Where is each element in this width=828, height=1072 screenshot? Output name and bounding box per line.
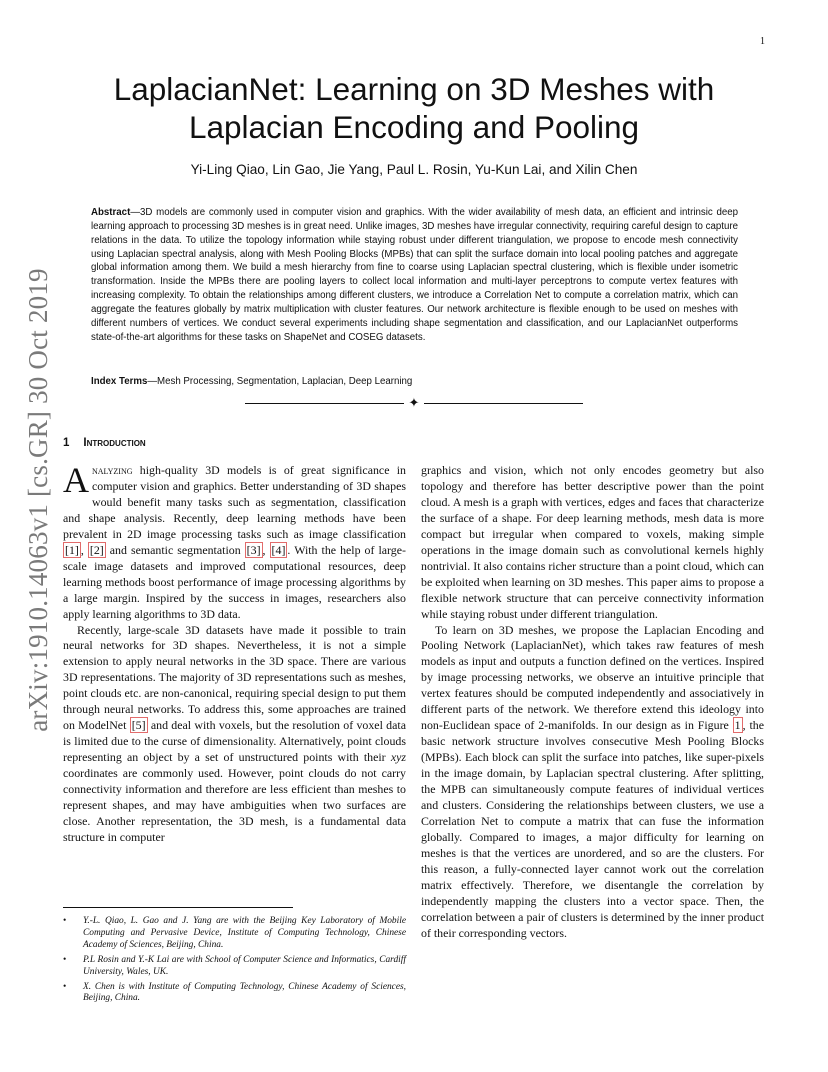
small-caps-lead: nalyzing xyxy=(92,463,133,477)
paragraph-text: and deal with voxels, but the resolution of voxel data is limited due to the curse of dimensionality. Alternatively, point clouds representing an object by a set of unstructured points with their xyxy=(63,718,406,765)
drop-cap: A xyxy=(63,460,89,500)
intro-paragraph-1 xyxy=(63,460,406,623)
citation-link[interactable]: [4] xyxy=(271,542,286,557)
intro-paragraph-3: graphics and vision, which not only encodes geometry but also topology and therefore has better descriptive power than the point cloud. A mesh is a graph with vertices, edges and faces that characterize the surface of a shape. For deep learning methods, mesh data is more compact but irregular when compared to voxels, making simple operations in the image domain such as convolutional kernels highly nontrivial. It also contains richer structure than a point cloud, which can be exploited when learning on 3D meshes. This paper aims to propose a flexible network structure that can perceive connectivity information while staying robust under different triangulation. xyxy=(421,463,764,621)
footnotes xyxy=(63,916,406,1008)
paragraph-text: and semantic segmentation xyxy=(105,542,245,557)
paragraph-text: Recently, large-scale 3D datasets have made it possible to train neural networks for 3D shapes. Nevertheless, it is not a simple extension to apply neural networks in the 3D space. There are various 3D representations. The majority of 3D representations such as meshes, point clouds etc. are non-canonical, requiring special design to put them through neural networks. To address this, some approaches are trained on ModelNet xyxy=(63,622,406,733)
paragraph-text: coordinates are commonly used. However, point clouds do not carry connectivity information and therefore are less efficient than meshes to represent shapes, and may have ambiguities when two surfaces are close. Another representation, the 3D mesh, is a fundamental data structure in computer xyxy=(63,766,406,844)
section-number: 1 xyxy=(63,437,70,449)
paragraph-text: To learn on 3D meshes, we propose the Laplacian Encoding and Pooling Network (LaplacianNet), which takes raw features of mesh models as input and outputs a function defined on the vertices. Inspired by image processing networks, we observe an intuitive principle that vertex features should be computed independently and associatively in different parts of the network. We therefore extend this ideology into non-Euclidean space of 2-manifolds. In our design as in Figure xyxy=(421,622,764,733)
paper-title xyxy=(90,70,738,146)
footnote-item: • Y.-L. Qiao, L. Gao and J. Yang are with the Beijing Key Laboratory of Mobile Computing and Pervasive Device, Institute of Computing Technology, Chinese Academy of Sciences, Beijing, China. xyxy=(63,916,406,952)
citation-link[interactable]: [5] xyxy=(131,718,146,733)
divider-star-icon: ✦ xyxy=(408,395,420,410)
paragraph-text: , the basic network structure involves consecutive Mesh Pooling Blocks (MPBs). Each block can split the surface into patches, like super-pixels in the image domain, by Laplacian spectral clustering. After splitting, the MPB can simultaneously compute features of individual vertices and clusters. Considering the relationships between clusters, we use a Correlation Net to compute a matrix that can fuse the information globally. Compared to images, a major difficulty for learning on meshes is that the vertices are unordered, and so are the clusters. For this reason, a fully-connected layer cannot work out the correlation matrix effectively. Therefore, we disentangle the correlation by independently mapping the clusters into a vector space. Then, the correlation between a pair of clusters is determined by the inner product of their corresponding vectors. xyxy=(421,718,764,940)
author-list: Yi-Ling Qiao, Lin Gao, Jie Yang, Paul L. Rosin, Yu-Kun Lai, and Xilin Chen xyxy=(190,162,638,177)
citation-link[interactable]: [2] xyxy=(89,542,104,557)
abstract-label: Abstract xyxy=(91,207,131,218)
section-heading xyxy=(63,437,146,449)
citation-link[interactable]: [3] xyxy=(246,542,261,557)
index-terms-text: —Mesh Processing, Segmentation, Laplacian, Deep Learning xyxy=(147,376,413,387)
page-number: 1 xyxy=(760,36,765,47)
section-divider xyxy=(245,396,583,410)
paragraph-text: . With the help of large-scale image datasets and improved computational resources, deep learning methods boost performance of image processing algorithms by a large margin. Inspired by the success in images, researchers also apply learning algorithms to 3D data. xyxy=(63,542,406,621)
index-terms xyxy=(91,376,738,387)
left-column xyxy=(63,460,406,846)
abstract xyxy=(91,206,738,344)
paragraph-text: high-quality 3D models is of great significance in computer vision and graphics. Better understanding of 3D shapes would benefit many tasks such as segmentation, classification and shape analysis. Recently, deep learning methods have been prevalent in 2D image processing tasks such as image classification xyxy=(63,463,406,541)
right-column xyxy=(421,463,764,942)
figure-reference-link[interactable]: 1 xyxy=(734,718,741,733)
title-line-2: Laplacian Encoding and Pooling xyxy=(188,109,640,145)
math-xyz: xyz xyxy=(390,750,406,765)
arxiv-identifier-stamp[interactable]: arXiv:1910.14063v1 [cs.GR] 30 Oct 2019 xyxy=(23,268,53,732)
section-title: Introduction xyxy=(83,437,146,449)
citation-link[interactable]: [1] xyxy=(65,542,79,557)
index-terms-label: Index Terms xyxy=(91,376,148,387)
paragraph-text: , xyxy=(80,542,88,557)
divider-line-right xyxy=(424,403,583,404)
footnote-rule xyxy=(63,907,293,908)
divider-line-left xyxy=(245,403,404,404)
intro-paragraph-2 xyxy=(63,623,406,846)
intro-paragraph-4 xyxy=(421,623,764,942)
title-line-1: LaplacianNet: Learning on 3D Meshes with xyxy=(113,71,715,107)
abstract-text: —3D models are commonly used in computer vision and graphics. With the wider availability of mesh data, an efficient and intrinsic deep learning approach to processing 3D meshes is in great need. Unlike images, 3D meshes have irregular connectivity, requiring careful design to capture relations in the data. To utilize the topology information while staying robust under different triangulation, we propose to encode mesh connectivity using Laplacian spectral analysis, along with Mesh Pooling Blocks (MPBs) that can split the surface domain into local pooling patches and aggregate global information among them. We build a mesh hierarchy from fine to coarse using Laplacian spectral clustering, which is flexible under isometric transformation. Inside the MPBs there are pooling layers to collect local information and multi-layer perceptrons to compute vertex features with increasing complexity. To obtain the relationships among different clusters, we introduce a Correlation Net to compute a correlation matrix, which can aggregate the features globally by matrix multiplication with cluster features. Our network architecture is flexible enough to be used on meshes with different numbers of vertices. We conduct several experiments including shape segmentation and classification, and our LaplacianNet outperforms state-of-the-art algorithms for these tasks on ShapeNet and COSEG datasets. xyxy=(91,207,738,343)
footnote-item: • X. Chen is with Institute of Computing Technology, Chinese Academy of Sciences, Beijing, China. xyxy=(63,982,406,1006)
footnote-item: • P.L Rosin and Y.-K Lai are with School of Computer Science and Informatics, Cardiff University, Wales, UK. xyxy=(63,955,406,979)
paragraph-text: , xyxy=(262,542,270,557)
